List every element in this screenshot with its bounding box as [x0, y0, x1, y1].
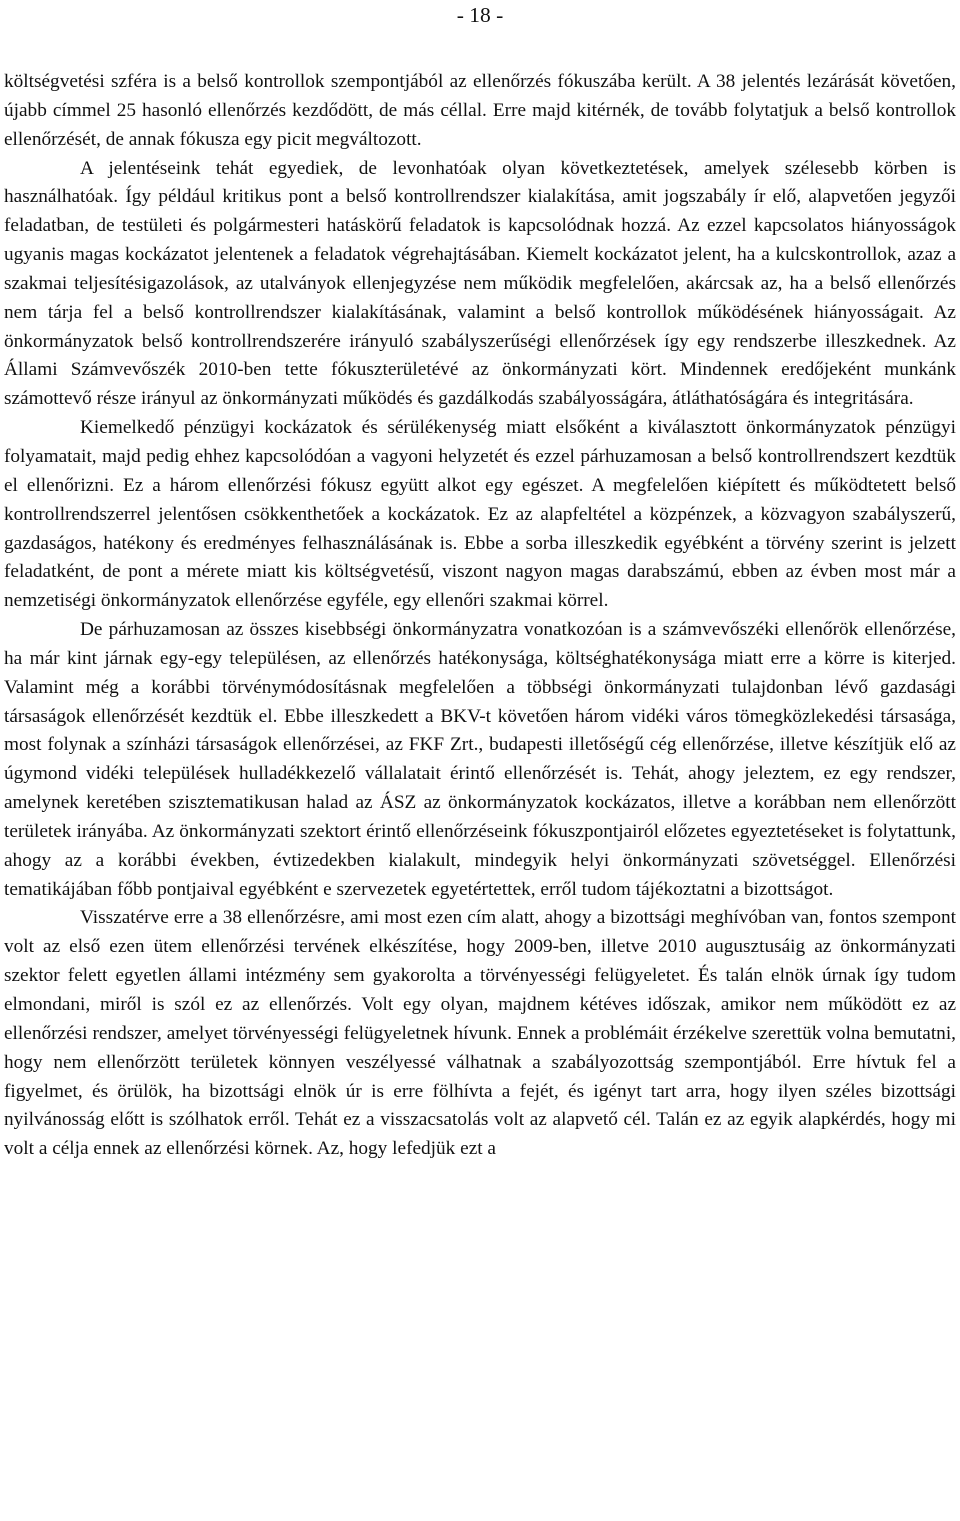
paragraph: Visszatérve erre a 38 ellenőrzésre, ami most ezen cím alatt, ahogy a bizottsági meghívóban van, fontos szempont volt az első ezen ütem ellenőrzési tervének elkészítése, hogy 2009-ben, illetve 2010 augusztusáig az önkormányzati szektor felett egyetlen állami intézmény sem gyakorolta a törvényességi felügyeletet. És talán elnök úrnak így tudom elmondani, miről is szól ez az ellenőrzés. Volt egy olyan, majdnem kétéves időszak, amikor nem működött ez az ellenőrzési rendszer, amelyet törvényességi felügyeletnek hívunk. Ennek a problémáit érzékelve szerettük volna bemutatni, hogy nem ellenőrzött területek könnyen veszélyessé válhatnak a szabályozottság szempontjából. Erre hívtuk fel a figyelmet, és örülök, ha bizottsági elnök úr is erre fölhívta a fejét, és igényt tart arra, hogy ilyen széles bizottsági nyilvánosság előtt is szólhatok erről. Tehát ez a visszacsatolás volt az alapvető cél. Talán ez az egyik alapkérdés, hogy mi volt a célja ennek az ellenőrzési körnek. Az, hogy lefedjük ezt a — [4, 907, 956, 1160]
paragraph: A jelentéseink tehát egyediek, de levonhatóak olyan következtetések, amelyek szélesebb körben is használhatóak. Így például kritikus pont a belső kontrollrendszer kialakítása, amit jogszabály ír elő, alapvetően jegyzői feladatban, de testületi és polgármesteri hatáskörű feladatok is kapcsolódnak hozzá. Az ezzel kapcsolatos hiányosságok ugyanis magas kockázatot jelentenek a feladatok végrehajtásában. Kiemelt kockázatot jelent, ha a kulcskontrollok, azaz a szakmai teljesítésigazolások, az utalványok ellenjegyzése nem működik megfelelően, akárcsak az, ha a belső ellenőrzés nem tárja fel a belső kontrollrendszer kialakításának, valamint a belső kontrollok működésének hiányosságait. Az önkormányzatok belső kontrollrendszerére irányuló szabályszerűségi ellenőrzések így egy rendszerbe illeszkednek. Az Állami Számvevőszék 2010-ben tette fókuszterületévé az önkormányzati kört. Mindennek eredőjeként munkánk számottevő része irányul az önkormányzati működés és gazdálkodás szabályosságára, átláthatóságára és integritására. — [4, 157, 956, 410]
page-number: - 18 - — [456, 3, 504, 27]
paragraph: De párhuzamosan az összes kisebbségi önkormányzatra vonatkozóan is a számvevőszéki ellenőrök ellenőrzése, ha már kint járnak egy-egy településen, az ellenőrzés hatékonysága, költséghatékonysága miatt erre a körre is kiterjed. Valamint még a korábbi törvénymódosításnak megfelelően a többségi önkormányzati tulajdonban lévő gazdasági társaságok ellenőrzését kezdtük el. Ebbe illeszkedett a BKV-t követően három vidéki város tömegközlekedési társasága, most folynak a színházi társaságok ellenőrzései, az FKF Zrt., budapesti illetőségű cég ellenőrzése, illetve készítjük elő az úgymond vidéki települések hulladékkezelő vállalatait érintő ellenőrzését is. Tehát, ahogy jeleztem, ez egy rendszer, amelynek keretében szisztematikusan halad az ÁSZ az önkormányzatok kockázatos, illetve a korábban nem ellenőrzött területek irányába. Az önkormányzati szektort érintő ellenőrzéseink fókuszpontjairól előzetes egyeztetéseket is folytattunk, ahogy az a korábbi években, évtizedekben kialakult, mindegyik helyi önkormányzati szövetséggel. Ellenőrzési tematikájában főbb pontjaival egyébként e szervezetek egyetértettek, erről tudom tájékoztatni a bizottságot. — [4, 619, 956, 900]
paragraph: Kiemelkedő pénzügyi kockázatok és sérülékenység miatt elsőként a kiválasztott önkormányzatok pénzügyi folyamatait, majd pedig ehhez kapcsolódóan a vagyoni helyzetét és ezzel párhuzamosan a belső kontrollrendszert kezdtük el ellenőrizni. Ez a három ellenőrzési fókusz együtt alkot egy egészet. A megfelelően kiépített és működtetett belső kontrollrendszerrel jelentősen csökkenthetőek a kockázatok. Ez az alapfeltétel a közpénzek, a közvagyon szabályszerű, gazdaságos, hatékony és eredményes felhasználásának is. Ebbe a sorba illeszkedik egyébként a törvény szerint is jelzett feladatként, de pont a mérete miatt kis költségvetésű, viszont nagyon magas darabszámú, ebben az évben most már a nemzetiségi önkormányzatok ellenőrzése egyféle, egy ellenőri szakmai körrel. — [4, 417, 956, 612]
paragraph: költségvetési szféra is a belső kontrollok szempontjából az ellenőrzés fókuszába került. A 38 jelentés lezárását követően, újabb címmel 25 hasonló ellenőrzés kezdődött, de más céllal. Erre majd kitérnék, de tovább folytatjuk a belső kontrollok ellenőrzését, de annak fókusza egy picit megváltozott. — [4, 71, 956, 150]
document-body — [4, 68, 956, 1164]
